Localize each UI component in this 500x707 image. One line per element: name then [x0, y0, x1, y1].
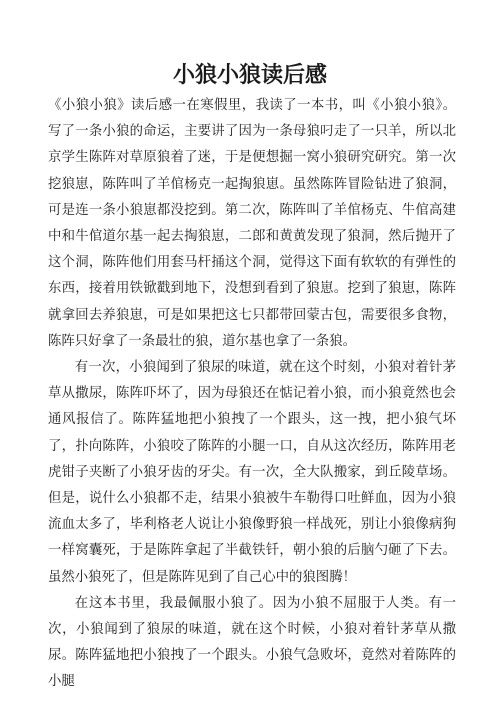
- document-body: [48, 93, 456, 696]
- paragraph-1: 《小狼小狼》读后感一在寒假里，我读了一本书，叫《小狼小狼》。写了一条小狼的命运，主要讲了因为一条母狼叼走了一只羊，所以北京学生陈阵对草原狼着了迷，于是便想掘一窝小狼研究研究。第一次挖狼崽，陈阵叫了羊倌杨克一起掏狼崽。虽然陈阵冒险钻进了狼洞，可是连一条小狼崽都没挖到。第二次，陈阵叫了羊倌杨克、牛倌高建中和牛倌道尔基一起去掏狼崽，二郎和黄黄发现了狼洞，然后抛开了这个洞，陈阵他们用套马杆捅这个洞，觉得这下面有软软的有弹性的东西，接着用铁锨戳到地下，没想到看到了狼崽。挖到了狼崽，陈阵就拿回去养狼崽，可是如果把这七只都带回蒙古包，需要很多食物，陈阵只好拿了一条最壮的狼，道尔基也拿了一条狼。: [48, 98, 456, 349]
- document-title: 小狼小狼读后感: [172, 62, 327, 88]
- paragraph-3: 在这本书里，我最佩服小狼了。因为小狼不屈服于人类。有一次，小狼闻到了狼尿的味道，就在这个时候，小狼对着针茅草从撒尿。陈阵猛地把小狼拽了一个跟头。小狼气急败坏，竟然对着陈阵的小腿: [48, 595, 456, 690]
- paragraph-2: 有一次，小狼闻到了狼尿的味道，就在这个时刻，小狼对着针茅草从撒尿，陈阵吓坏了，因为母狼还在惦记着小狼，而小狼竟然也会通风报信了。陈阵猛地把小狼拽了一个跟头，这一拽，把小狼气坏了，扑向陈阵，小狼咬了陈阵的小腿一口，自从这次经历，陈阵用老虎钳子夹断了小狼牙齿的牙尖。有一次，全大队搬家，到丘陵草场。但是，说什么小狼都不走，结果小狼被牛车勒得口吐鲜血，因为小狼流血太多了，毕利格老人说让小狼像野狼一样战死，别让小狼像病狗一样窝囊死，于是陈阵拿起了半截铁钎，朝小狼的后脑勺砸了下去。虽然小狼死了，但是陈阵见到了自己心中的狼图腾！: [48, 360, 456, 585]
